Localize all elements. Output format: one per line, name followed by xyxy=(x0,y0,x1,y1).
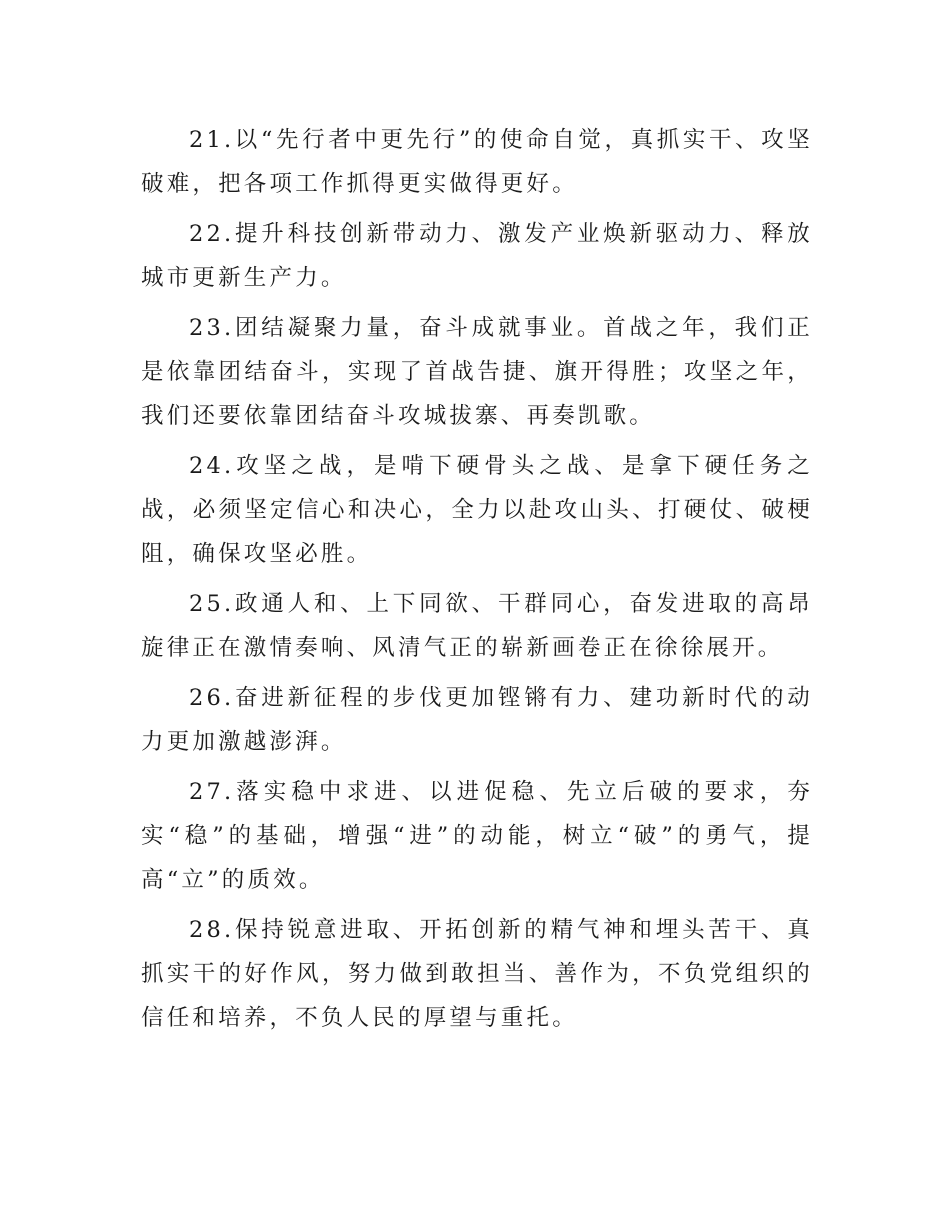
paragraph-28: 28.保持锐意进取、开拓创新的精气神和埋头苦干、真抓实干的好作风，努力做到敢担当、善作为，不负党组织的信任和培养，不负人民的厚望与重托。 xyxy=(141,917,813,1031)
paragraph-21: 21.以“先行者中更先行”的使命自觉，真抓实干、攻坚破难，把各项工作抓得更实做得更好。 xyxy=(141,127,813,197)
paragraph-26: 26.奋进新征程的步伐更加铿锵有力、建功新时代的动力更加激越澎湃。 xyxy=(141,685,813,755)
paragraph-24: 24.攻坚之战，是啃下硬骨头之战、是拿下硬任务之战，必须坚定信心和决心，全力以赴攻山头、打硬仗、破梗阻，确保攻坚必胜。 xyxy=(141,453,813,567)
paragraph-25: 25.政通人和、上下同欲、干群同心，奋发进取的高昂旋律正在激情奏响、风清气正的崭新画卷正在徐徐展开。 xyxy=(141,591,813,661)
paragraph-23: 23.团结凝聚力量，奋斗成就事业。首战之年，我们正是依靠团结奋斗，实现了首战告捷、旗开得胜；攻坚之年，我们还要依靠团结奋斗攻城拔寨、再奏凯歌。 xyxy=(141,315,813,429)
paragraph-27: 27.落实稳中求进、以进促稳、先立后破的要求，夯实“稳”的基础，增强“进”的动能，树立“破”的勇气，提高“立”的质效。 xyxy=(141,779,813,893)
paragraph-22: 22.提升科技创新带动力、激发产业焕新驱动力、释放城市更新生产力。 xyxy=(141,221,813,291)
document-body xyxy=(141,118,813,1046)
